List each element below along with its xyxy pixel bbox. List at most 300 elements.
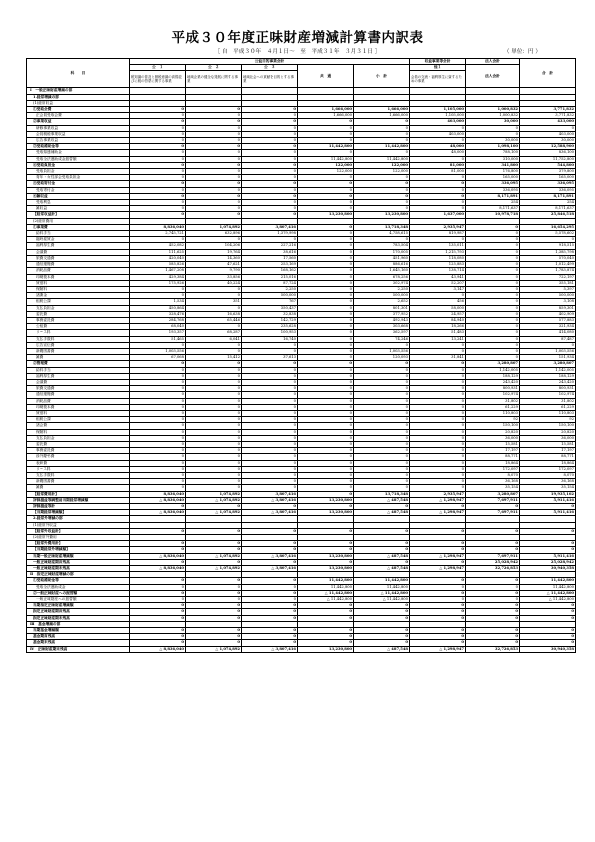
row-value: 0	[186, 528, 242, 534]
row-value: 65,446	[186, 317, 242, 323]
row-value: 0	[410, 547, 466, 553]
row-value: 0	[186, 187, 242, 193]
row-value: 0	[354, 454, 410, 460]
row-value: 0	[410, 125, 466, 131]
row-value: 0	[410, 404, 466, 410]
row-value: 0	[354, 634, 410, 640]
row-value: 0	[466, 255, 520, 261]
row-value: 0	[298, 423, 354, 429]
row-value: 0	[186, 640, 242, 646]
row-value: 0	[298, 293, 354, 299]
row-label: 福利厚生費	[27, 243, 130, 249]
row-value: 17,560	[242, 255, 298, 261]
row-value: 0	[354, 460, 410, 466]
row-value: 0	[242, 541, 298, 547]
row-value: 11,442,800	[354, 584, 410, 590]
row-value: 0	[410, 441, 466, 447]
row-label: 租税公課	[27, 299, 130, 305]
row-value: 0	[186, 138, 242, 144]
row-value: △ 1,074,892	[186, 510, 242, 516]
header-col-common: 共 通	[298, 65, 354, 88]
row-value: 0	[186, 373, 242, 379]
row-value: 0	[130, 603, 186, 609]
row-value: 5,911,416	[520, 510, 576, 516]
row-value: 0	[520, 528, 576, 534]
row-value: △ 3,807,416	[242, 566, 298, 572]
row-value: 0	[130, 367, 186, 373]
row-value: 0	[466, 224, 520, 230]
row-value: 0	[298, 485, 354, 491]
row-value: 5,397	[520, 286, 576, 292]
row-value: 0	[410, 504, 466, 510]
row-label: 受取全法連助成金振替額	[27, 156, 130, 162]
row-value: 2,935,947	[410, 491, 466, 497]
row-value: 1,666,000	[298, 107, 354, 113]
row-value: 3,807,416	[242, 491, 298, 497]
row-value: 2,935,947	[410, 224, 466, 230]
row-value: 0	[242, 441, 298, 447]
row-label: 基金期首残高	[27, 634, 130, 640]
row-value: 0	[520, 342, 576, 348]
row-value: 0	[130, 119, 186, 125]
row-value: 336,095	[520, 181, 576, 187]
row-value: 0	[298, 441, 354, 447]
row-value: 0	[298, 541, 354, 547]
row-label: (1)経常外収益	[27, 522, 130, 528]
row-value: 1,637,000	[410, 212, 466, 218]
row-value: 0	[410, 609, 466, 615]
row-value: 0	[354, 200, 410, 206]
row-label: 保険料	[27, 286, 130, 292]
row-value: 0	[186, 150, 242, 156]
row-value: 0	[354, 361, 410, 367]
row-value: 0	[410, 138, 466, 144]
row-value: 0	[242, 634, 298, 640]
row-value: 102,974	[520, 392, 576, 398]
row-value: 0	[298, 435, 354, 441]
row-value: 433,000	[520, 119, 576, 125]
row-value: 0	[186, 367, 242, 373]
row-value: 0	[186, 435, 242, 441]
header-group-income: 収益事業等会計	[410, 59, 466, 65]
row-value: 0	[130, 410, 186, 416]
row-value: 0	[520, 634, 576, 640]
row-value: 0	[410, 559, 466, 565]
row-value: 13,230,800	[298, 566, 354, 572]
row-value: 61,229	[520, 404, 576, 410]
row-value: 0	[354, 138, 410, 144]
row-value: 0	[298, 448, 354, 454]
row-value: 0	[242, 398, 298, 404]
row-value: 0	[298, 528, 354, 534]
row-value: 0	[186, 473, 242, 479]
row-value: 0	[130, 293, 186, 299]
row-value: 0	[130, 473, 186, 479]
row-value: 11,442,800	[354, 578, 410, 584]
row-label: (2)経常外費用	[27, 535, 130, 541]
row-value: 170,005	[354, 249, 410, 255]
row-value: 456	[410, 299, 466, 305]
row-value: 0	[466, 603, 520, 609]
row-value: 0	[298, 255, 354, 261]
row-value: 0	[298, 243, 354, 249]
row-label: 印刷製本費	[27, 274, 130, 280]
row-value: 15,412	[186, 355, 242, 361]
row-value: 30,000	[520, 138, 576, 144]
row-value: 0	[186, 448, 242, 454]
row-value: 0	[410, 429, 466, 435]
row-label: ①事業費	[27, 224, 130, 230]
row-value: 0	[242, 559, 298, 565]
row-value: 61,229	[466, 404, 520, 410]
row-value: 0	[354, 417, 410, 423]
row-value: 13,230,800	[298, 553, 354, 559]
row-value: 0	[130, 200, 186, 206]
row-value: 0	[466, 609, 520, 615]
row-value: 0	[410, 454, 466, 460]
row-value: 19,935,102	[520, 491, 576, 497]
row-label: ②管理費	[27, 361, 130, 367]
row-value: 0	[242, 144, 298, 150]
statement-body	[27, 59, 576, 653]
row-value: 0	[242, 404, 298, 410]
row-value: 0	[298, 286, 354, 292]
row-value: 0	[242, 528, 298, 534]
row-label: 正会員受取会費	[27, 113, 130, 119]
row-value: 11,442,800	[354, 156, 410, 162]
row-value: 0	[242, 386, 298, 392]
row-value: 0	[410, 187, 466, 193]
row-value: 1,666,000	[354, 113, 410, 119]
header-desc-k1: 税知識の普及と納税意識の高揚並びに税の啓蒙に関する事業	[130, 71, 186, 88]
row-value: 30,000	[466, 119, 520, 125]
row-value: △ 1,298,947	[410, 566, 466, 572]
row-value: △ 8,836,040	[130, 566, 186, 572]
row-label: 受取県連補助金	[27, 150, 130, 156]
row-value: 3,771,832	[520, 107, 576, 113]
row-value: 18,864	[466, 460, 520, 466]
row-label: 指定正味財産期首残高	[27, 609, 130, 615]
row-value: 0	[242, 410, 298, 416]
row-value: 0	[130, 131, 186, 137]
row-value: △ 3,807,416	[242, 497, 298, 503]
row-value: 577,883	[520, 317, 576, 323]
row-value: 15,581	[520, 441, 576, 447]
row-value: △ 487,548	[354, 510, 410, 516]
row-value: 0	[298, 224, 354, 230]
row-value: 16,654,295	[520, 224, 576, 230]
row-value: 0	[242, 200, 298, 206]
row-value: 0	[354, 423, 410, 429]
row-value: 111,625	[130, 249, 186, 255]
row-label: 受取全法連助成金	[27, 584, 130, 590]
row-value: 0	[298, 404, 354, 410]
row-value: 0	[186, 590, 242, 596]
row-value: 0	[354, 609, 410, 615]
row-value: 0	[410, 640, 466, 646]
row-value: 0	[410, 485, 466, 491]
row-value: 168,162	[242, 268, 298, 274]
header-item: 科 目	[27, 59, 130, 88]
row-label: 消耗品費	[27, 268, 130, 274]
row-value: 0	[130, 479, 186, 485]
row-value: 0	[130, 640, 186, 646]
row-value: 33,856	[186, 274, 242, 280]
row-label: 事務委託費	[27, 317, 130, 323]
row-value: 0	[186, 392, 242, 398]
row-value: 0	[466, 293, 520, 299]
row-value: 451,960	[354, 255, 410, 261]
row-value: 0	[298, 367, 354, 373]
period-range: ［ 自 平成３０年 ４月１日～ 至 平成３１年 ３月３１日 ］	[214, 49, 381, 55]
row-label: 受取寄付金	[27, 187, 130, 193]
row-value: 0	[186, 609, 242, 615]
row-value: 0	[466, 286, 520, 292]
row-value: 18,864	[520, 460, 576, 466]
header-col-k2: 公 ２	[186, 65, 242, 71]
row-value: 0	[130, 169, 186, 175]
row-value: 0	[466, 317, 520, 323]
row-value: 1,003,556	[354, 348, 410, 354]
row-value: 0	[242, 361, 298, 367]
row-value: 336,095	[466, 187, 520, 193]
row-value: 0	[242, 423, 298, 429]
row-value: 0	[410, 460, 466, 466]
row-value: 0	[410, 435, 466, 441]
row-value: 0	[130, 181, 186, 187]
row-value: 3,147	[410, 286, 466, 292]
row-value: 11,442,800	[298, 144, 354, 150]
row-value: 403,000	[410, 131, 466, 137]
row-label: 旅費交通費	[27, 386, 130, 392]
row-value: 2,652	[354, 299, 410, 305]
row-value: 0	[186, 237, 242, 243]
row-label: 【経常収益計】	[27, 212, 130, 218]
row-value: 1,215,793	[410, 249, 466, 255]
row-value: 0	[466, 324, 520, 330]
row-value: 0	[298, 379, 354, 385]
row-value: 0	[520, 541, 576, 547]
row-value: 0	[410, 348, 466, 354]
row-value: 379,800	[520, 169, 576, 175]
row-value: 0	[298, 231, 354, 237]
row-value: 0	[354, 193, 410, 199]
row-value: 0	[298, 342, 354, 348]
row-value: 0	[186, 386, 242, 392]
row-label: 通信運搬費	[27, 262, 130, 268]
row-label: 支払手数料	[27, 473, 130, 479]
row-label: 臨時雇賃金	[27, 237, 130, 243]
row-value: 0	[354, 473, 410, 479]
row-value: 0	[186, 212, 242, 218]
row-value: 13,230,800	[298, 497, 354, 503]
row-value: 284,768	[130, 317, 186, 323]
row-value: 0	[186, 460, 242, 466]
row-value: 48,000	[410, 144, 466, 150]
row-value: 0	[242, 628, 298, 634]
row-value: 13,230,800	[298, 646, 354, 652]
row-label: 当期指定正味財産増減額	[27, 603, 130, 609]
row-value: 0	[466, 249, 520, 255]
row-value: 0	[354, 398, 410, 404]
row-value: 544,800	[520, 162, 576, 168]
row-value: 0	[242, 187, 298, 193]
row-value: 0	[130, 138, 186, 144]
row-value: 0	[354, 392, 410, 398]
row-value: 0	[298, 317, 354, 323]
row-value: 0	[298, 200, 354, 206]
row-label: 基金期末残高	[27, 640, 130, 646]
row-label: ①受取会費	[27, 107, 130, 113]
row-value: △ 1,298,947	[410, 497, 466, 503]
row-value: 0	[130, 448, 186, 454]
row-value: 0	[298, 187, 354, 193]
row-value: 31,841	[410, 355, 466, 361]
row-value: 52,207	[410, 280, 466, 286]
row-value: 0	[298, 392, 354, 398]
row-value: 377,952	[354, 311, 410, 317]
row-value: △ 1,298,947	[410, 646, 466, 652]
row-value: 0	[410, 200, 466, 206]
row-value: 0	[242, 138, 298, 144]
header-col-subtotal: 小 計	[354, 65, 410, 88]
row-value: 0	[354, 441, 410, 447]
row-value: 0	[186, 578, 242, 584]
row-value: 0	[186, 584, 242, 590]
row-value: 452,082	[130, 243, 186, 249]
row-value: 8,070	[466, 473, 520, 479]
row-value: 0	[298, 615, 354, 621]
row-value: 0	[242, 479, 298, 485]
row-value: 35,154	[520, 485, 576, 491]
row-value: 585,826	[130, 262, 186, 268]
row-value: 0	[186, 404, 242, 410]
row-value: 0	[242, 131, 298, 137]
row-value: 81,000	[410, 169, 466, 175]
row-label: 渉外慶弔費	[27, 454, 130, 460]
row-value: 0	[298, 348, 354, 354]
row-value: 0	[298, 311, 354, 317]
row-value: 0	[242, 156, 298, 162]
row-value: 43,941	[410, 274, 466, 280]
row-value: 0	[354, 342, 410, 348]
row-value: 142,729	[242, 317, 298, 323]
row-value: 0	[130, 584, 186, 590]
row-value: 0	[186, 169, 242, 175]
row-value: 0	[520, 640, 576, 646]
row-label: 委託費	[27, 311, 130, 317]
row-value: 0	[298, 330, 354, 336]
row-value: 0	[130, 429, 186, 435]
row-value: 0	[410, 206, 466, 212]
row-value: 13,241	[410, 336, 466, 342]
row-value: 0	[354, 448, 410, 454]
row-value: 632,896	[186, 231, 242, 237]
row-value: 16,638	[186, 311, 242, 317]
row-value: 12,588,900	[520, 144, 576, 150]
row-value: 0	[186, 603, 242, 609]
row-value: △ 11,442,800	[354, 590, 410, 596]
row-value: 100,953	[242, 330, 298, 336]
row-value: 0	[186, 181, 242, 187]
row-value: 0	[130, 144, 186, 150]
row-value: 0	[242, 193, 298, 199]
row-value: 1,666,000	[298, 113, 354, 119]
row-label: 租税公課	[27, 417, 130, 423]
row-value: 0	[354, 485, 410, 491]
row-value: 0	[298, 119, 354, 125]
row-value: 0	[298, 398, 354, 404]
row-value: 5,911,416	[520, 553, 576, 559]
row-value: 1,467,208	[130, 268, 186, 274]
row-label: 指定正味財産期末残高	[27, 615, 130, 621]
row-value: 0	[354, 547, 410, 553]
row-value: 188,129	[520, 373, 576, 379]
row-value: 0	[466, 342, 520, 348]
row-value: 0	[354, 504, 410, 510]
row-label: ③受取補助金等	[27, 144, 130, 150]
row-value: 0	[298, 355, 354, 361]
row-value: 1,000,832	[466, 113, 520, 119]
row-label: 賃借料	[27, 280, 130, 286]
row-value: 0	[410, 361, 466, 367]
header-desc-other1: 会員の交流・福利厚生に資するための事業	[410, 71, 466, 88]
row-value: 0	[130, 559, 186, 565]
row-value: 0	[130, 206, 186, 212]
row-value: 0	[466, 547, 520, 553]
row-value: △ 1,074,892	[186, 553, 242, 559]
row-value: 0	[130, 162, 186, 168]
row-label: 研修事業収益	[27, 125, 130, 131]
row-value: 570,040	[520, 255, 576, 261]
row-value: 0	[242, 590, 298, 596]
row-value: 0	[130, 460, 186, 466]
row-value: 92	[466, 417, 520, 423]
row-label: 広告宣伝費	[27, 342, 130, 348]
row-value: 0	[242, 417, 298, 423]
row-value: 0	[242, 448, 298, 454]
row-value: 0	[466, 528, 520, 534]
row-value: △ 3,807,416	[242, 646, 298, 652]
row-value: 0	[410, 628, 466, 634]
row-value: 0	[410, 615, 466, 621]
row-value: 0	[410, 479, 466, 485]
row-label: 一般正味財産期首残高	[27, 559, 130, 565]
row-value: 11,442,800	[520, 578, 576, 584]
row-value: 0	[466, 262, 520, 268]
row-value: 0	[410, 175, 466, 181]
row-value: △ 1,298,947	[410, 510, 466, 516]
row-value: 25,028,942	[520, 559, 576, 565]
row-value: 0	[130, 504, 186, 510]
row-value: 0	[410, 473, 466, 479]
row-value: 0	[354, 187, 410, 193]
header-desc-k3: 地域社会への貢献を目的とする事業	[242, 71, 298, 88]
row-value: 0	[130, 386, 186, 392]
row-value: 0	[410, 528, 466, 534]
row-value: 0	[410, 367, 466, 373]
row-value: △ 487,548	[354, 553, 410, 559]
row-value: 0	[298, 454, 354, 460]
row-value: 0	[186, 429, 242, 435]
row-value: 0	[466, 628, 520, 634]
row-value: 0	[354, 528, 410, 534]
row-value: 0	[354, 373, 410, 379]
row-value: 321,934	[520, 324, 576, 330]
row-value: 0	[354, 379, 410, 385]
row-value: 0	[130, 417, 186, 423]
row-value: 0	[354, 367, 410, 373]
